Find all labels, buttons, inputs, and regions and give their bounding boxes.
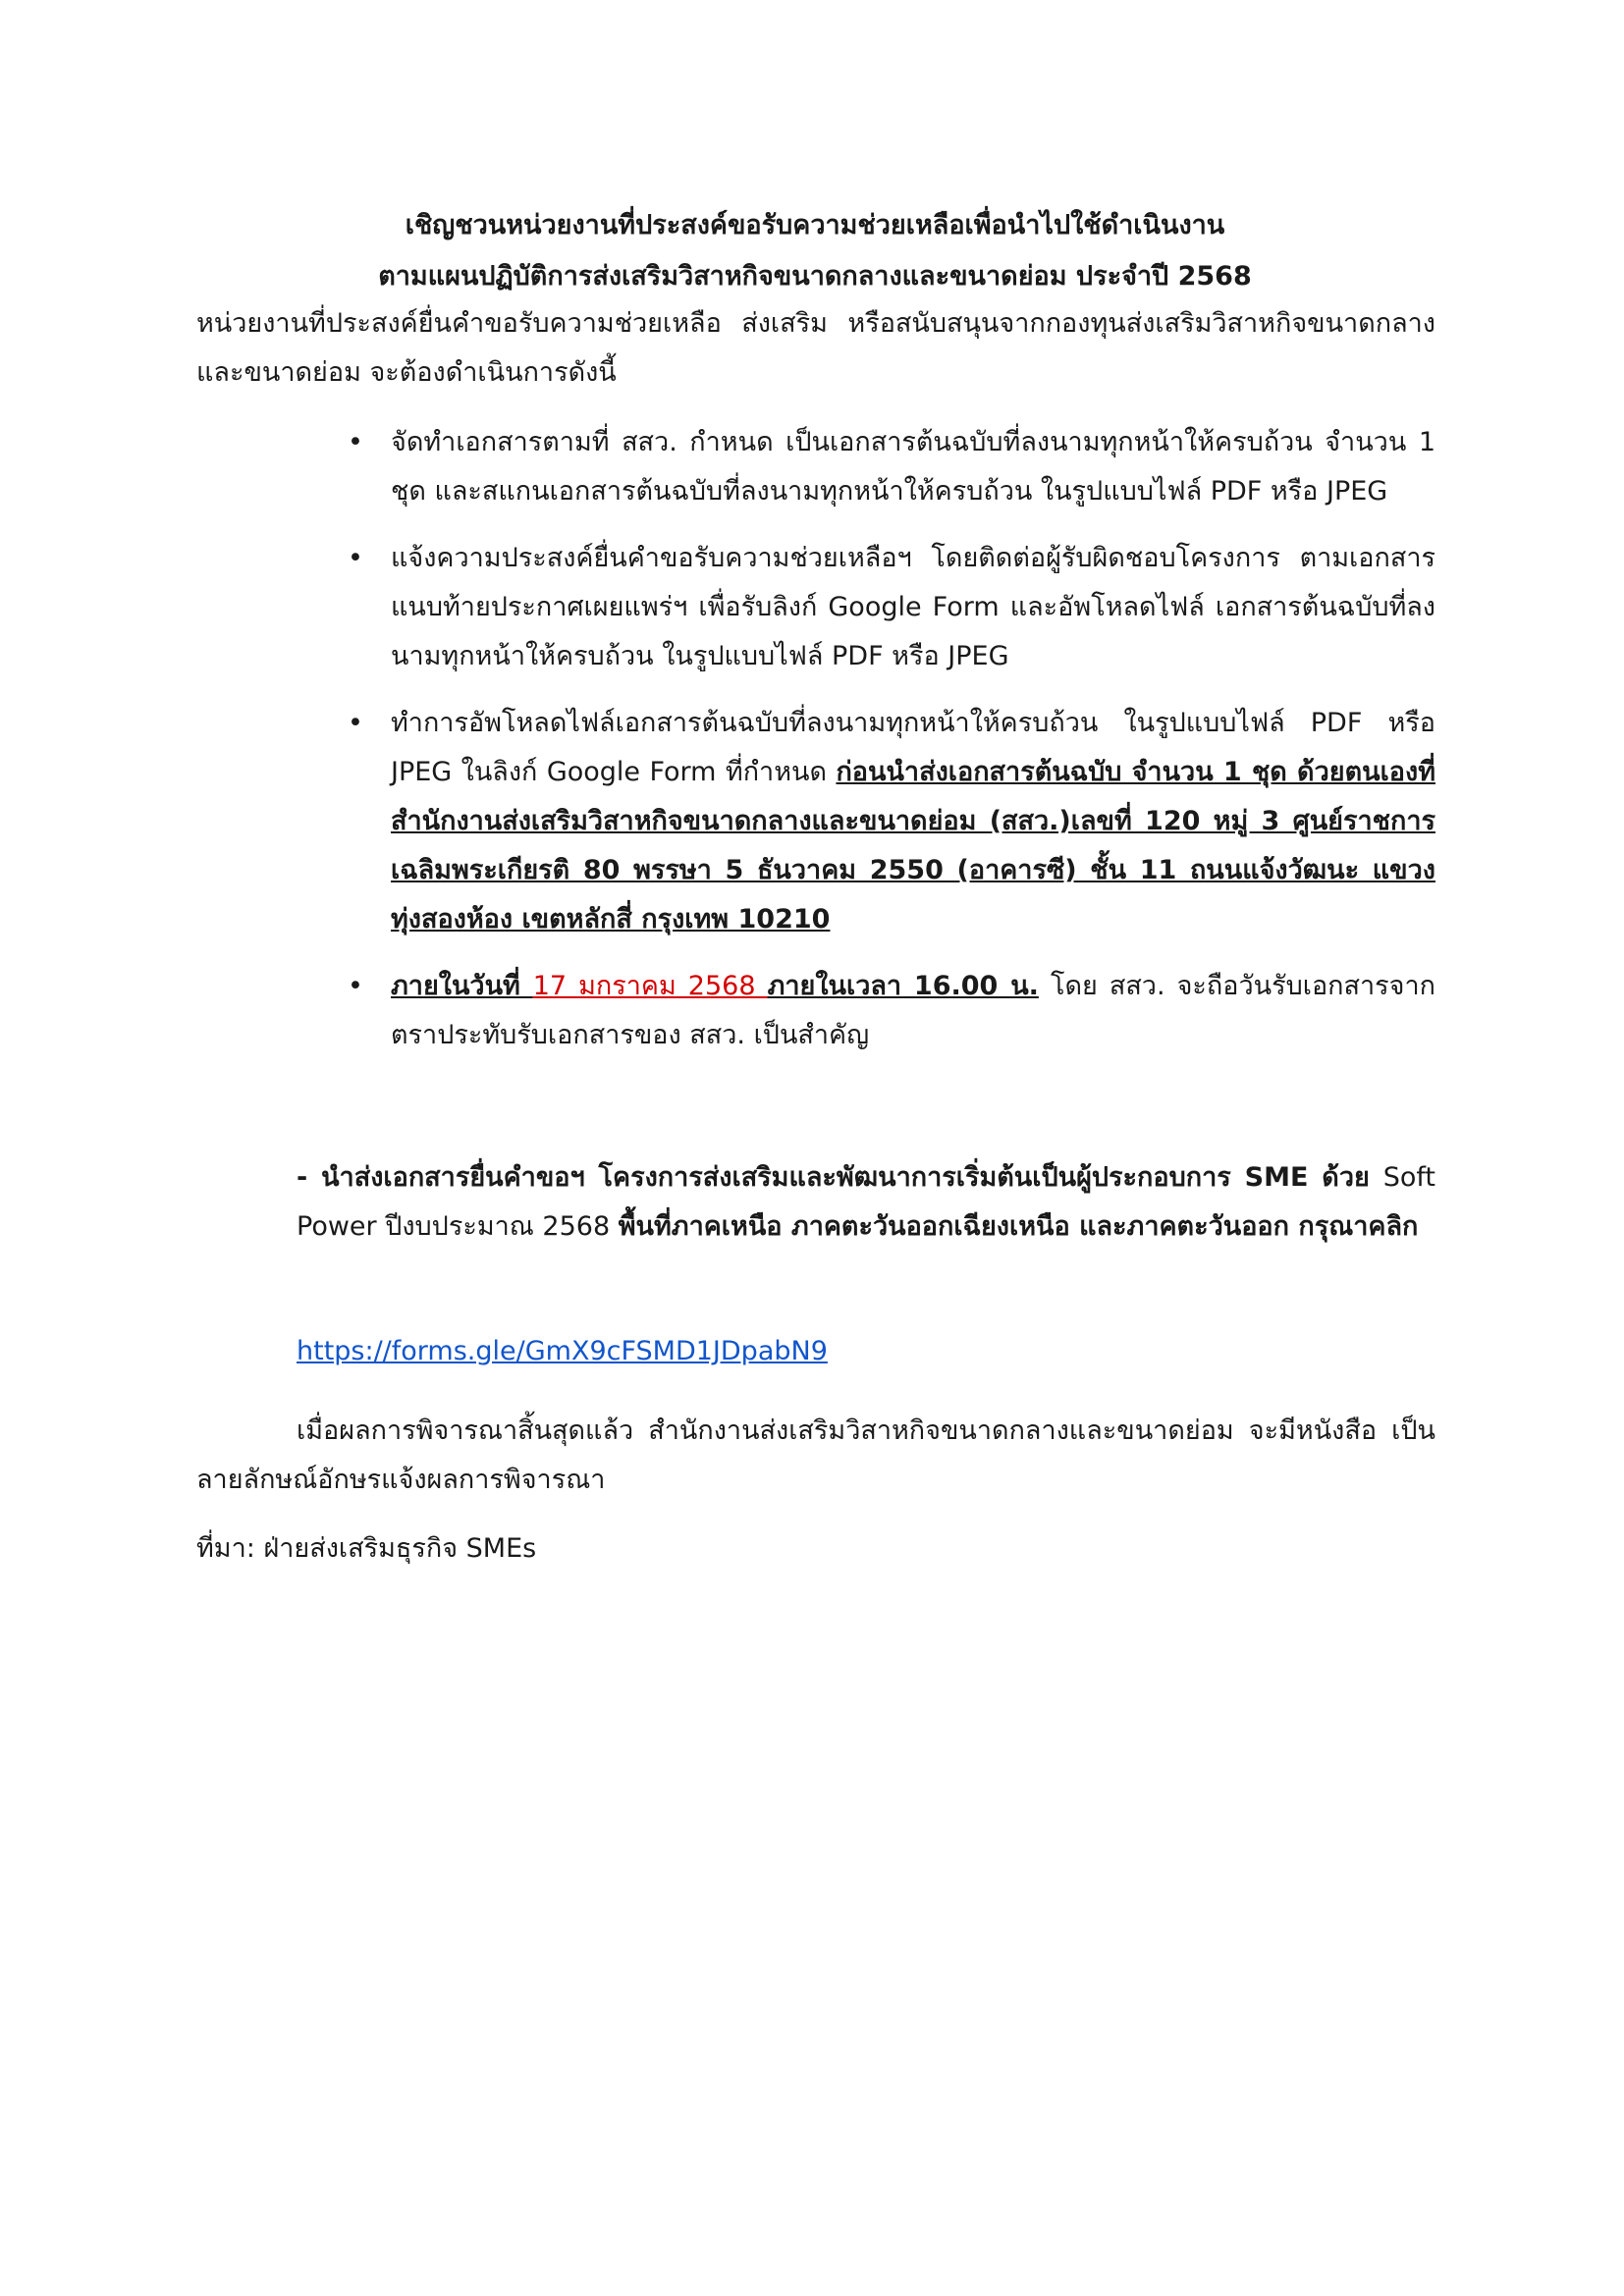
deadline-date: 17 มกราคม 2568	[532, 971, 768, 1001]
page-title-line-2: ตามแผนปฏิบัติการส่งเสริมวิสาหกิจขนาดกลางและขนาดย่อม ประจำปี 2568	[378, 261, 1252, 292]
submission-text-1: - นำส่งเอกสารยื่นคำขอฯ โครงการส่งเสริมและพัฒนาการเริ่มต้นเป็นผู้ประกอบการ SME ด้วย	[297, 1162, 1383, 1193]
page-title-line-1: เชิญชวนหน่วยงานที่ประสงค์ขอรับความช่วยเหลือเพื่อนำไปใช้ดำเนินงาน	[405, 210, 1225, 240]
bullet-icon: •	[348, 708, 363, 738]
bullet-icon: •	[348, 543, 363, 573]
requirements-list	[344, 418, 1435, 1060]
deadline-time: ภายในเวลา 16.00 น.	[767, 971, 1039, 1001]
deadline-note: โดย สสว. จะถือวันรับเอกสารจาก ตราประทับรับเอกสารของ สสว. เป็นสำคัญ	[391, 971, 1435, 1050]
list-item-text: แจ้งความประสงค์ยื่นคำขอรับความช่วยเหลือฯ โดยติดต่อผู้รับผิดชอบโครงการ ตามเอกสารแนบท้ายประกาศเผยแพร่ฯ เพื่อรับลิงก์ Google Form และอัพโหลดไฟล์ เอกสารต้นฉบับที่ลงนามทุกหน้าให้ครบถ้วน ในรูปแบบไฟล์ PDF หรือ JPEG	[391, 543, 1435, 671]
list-item	[344, 962, 1435, 1060]
deadline-prefix: ภายในวันที่	[391, 971, 533, 1001]
bullet-icon: •	[348, 427, 363, 457]
delivery-address: ก่อนนำส่งเอกสารต้นฉบับ จำนวน 1 ชุด ด้วยตนเองที่ สำนักงานส่งเสริมวิสาหกิจขนาดกลางและขนาดย่อม (สสว.)เลขที่ 120 หมู่ 3 ศูนย์ราชการเฉลิมพระเกียรติ 80 พรรษา 5 ธันวาคม 2550 (อาคารซี) ชั้น 11 ถนนแจ้งวัฒนะ แขวงทุ่งสองห้อง เขตหลักสี่ กรุงเทพ 10210	[391, 757, 1435, 934]
list-item	[344, 534, 1435, 681]
submission-text-2: Soft Power ปีงบประมาณ 2568	[297, 1162, 1435, 1242]
intro-paragraph: หน่วยงานที่ประสงค์ยื่นคำขอรับความช่วยเหลือ ส่งเสริม หรือสนับสนุนจากกองทุนส่งเสริมวิสาหกิจขนาดกลาง และขนาดย่อม จะต้องดำเนินการดังนี้	[196, 308, 1435, 388]
submission-instruction	[297, 1153, 1435, 1252]
submission-text-3: พื้นที่ภาคเหนือ ภาคตะวันออกเฉียงเหนือ และภาคตะวันออก กรุณาคลิก	[618, 1211, 1419, 1242]
list-item-text: จัดทำเอกสารตามที่ สสว. กำหนด เป็นเอกสารต้นฉบับที่ลงนามทุกหน้าให้ครบถ้วน จำนวน 1 ชุด และสแกนเอกสารต้นฉบับที่ลงนามทุกหน้าให้ครบถ้วน ในรูปแบบไฟล์ PDF หรือ JPEG	[391, 427, 1435, 507]
google-form-link[interactable]: https://forms.gle/GmX9cFSMD1JDpabN9	[297, 1336, 828, 1366]
result-paragraph: เมื่อผลการพิจารณาสิ้นสุดแล้ว สำนักงานส่งเสริมวิสาหกิจขนาดกลางและขนาดย่อม จะมีหนังสือ เป็นลายลักษณ์อักษรแจ้งผลการพิจารณา	[196, 1415, 1435, 1495]
list-item-text: ทำการอัพโหลดไฟล์เอกสารต้นฉบับที่ลงนามทุกหน้าให้ครบถ้วน ในรูปแบบไฟล์ PDF หรือ JPEG ในลิงก์ Google Form ที่กำหนด	[391, 708, 1435, 787]
source-note: ที่มา: ฝ่ายส่งเสริมธุรกิจ SMEs	[196, 1533, 537, 1564]
list-item	[344, 418, 1435, 516]
bullet-icon: •	[348, 971, 363, 1001]
list-item	[344, 699, 1435, 944]
